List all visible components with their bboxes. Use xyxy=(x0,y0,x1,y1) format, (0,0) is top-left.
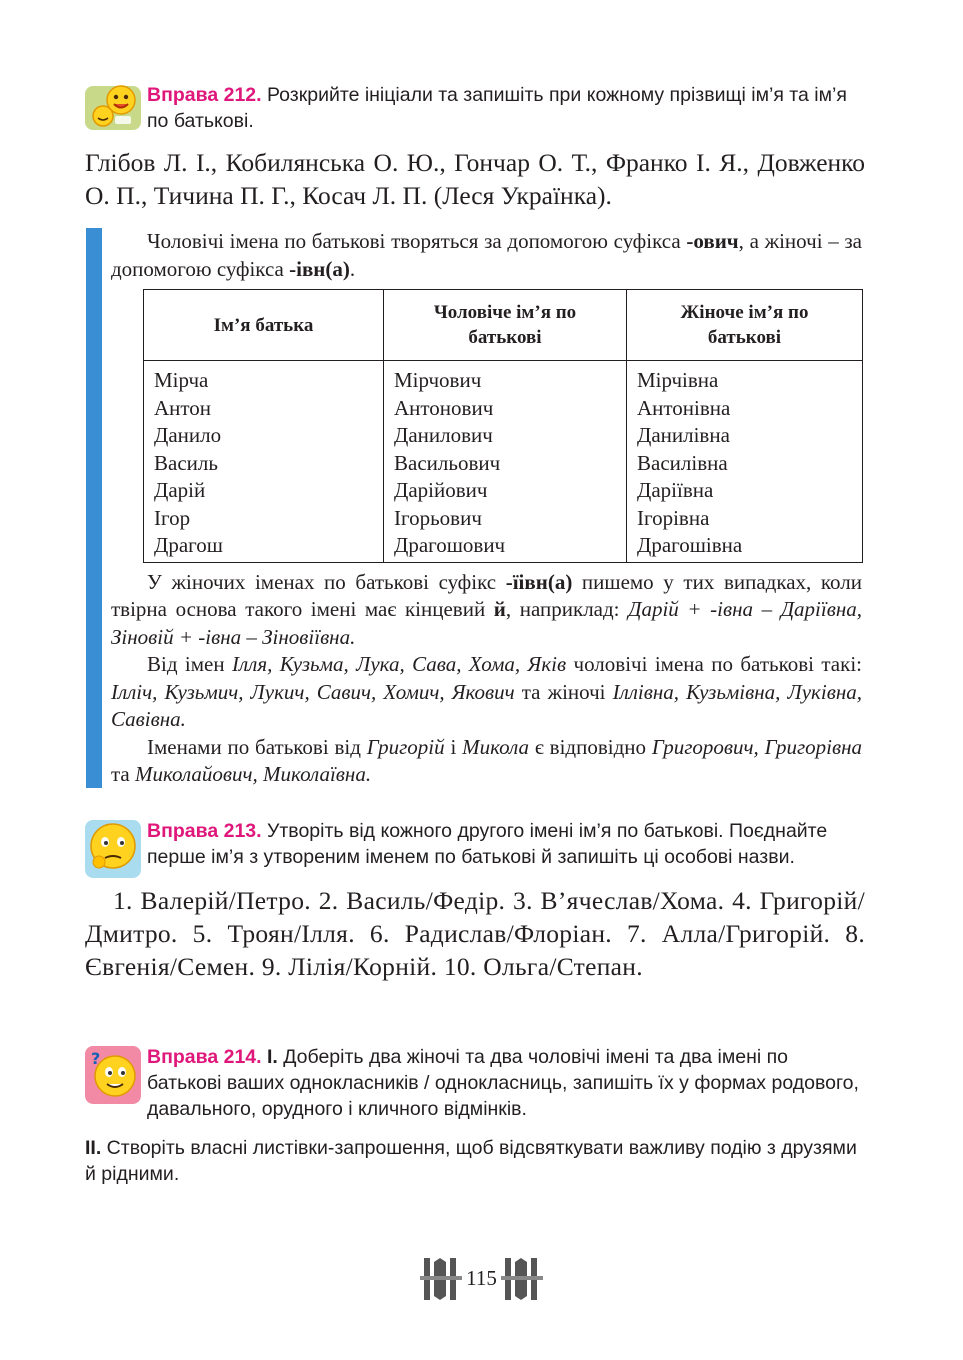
rule-text: У жіночих іменах по батькові суфікс xyxy=(147,569,506,594)
rule-male-forms: Ілліч, Кузьмич, Лукич, Савич, Хомич, Якович xyxy=(111,679,515,704)
rule-text: Чоловічі імена по батькові творяться за допомогою суфікса xyxy=(147,229,687,253)
exercise-213-content: 1. Валерій/Петро. 2. Василь/Федір. 3. В’ячеслав/Хома. 4. Григорій/Дмитро. 5. Троян/Ілля. 6. Радислав/Флоріан. 7. Алла/Григорій. 8. Євгенія/Семен. 9. Лілія/Корній. 10. Ольга/Степан. xyxy=(85,886,865,981)
column-father-names: Мірча Антон Данило Василь Дарій Ігор Драгош xyxy=(144,361,384,563)
rule-text: Іменами по батькові від xyxy=(147,734,367,759)
exercise-214-part2 xyxy=(85,1135,865,1187)
suffix-yivn: -їівн(а) xyxy=(505,569,573,594)
exercise-212-task xyxy=(147,82,865,134)
rule-content xyxy=(111,228,862,789)
rule-paragraph-1 xyxy=(111,228,862,283)
ornament-right-icon xyxy=(501,1256,543,1302)
rule-text: та xyxy=(111,762,136,786)
rule-female-forms: Іллівна, Кузьмівна, Луківна, Савівна. xyxy=(111,679,862,731)
rule-names: Ілля, Кузьма, Лука, Сава, Хома, Яків xyxy=(232,652,567,676)
table-header-row xyxy=(144,290,863,361)
rule-text: . xyxy=(349,256,356,281)
patronymic-table xyxy=(143,289,863,563)
table-row xyxy=(144,361,863,563)
exercise-213 xyxy=(85,818,865,983)
exercise-213-instruction: Утворіть від кожного другого імені ім’я по батькові. Поєднайте перше ім’я з утвореним іменем по батькові й запишіть ці особові назви. xyxy=(147,820,828,868)
question-face-icon xyxy=(85,1044,141,1104)
exercise-213-task xyxy=(147,818,865,870)
column-female-patronymics: Мірчівна Антонівна Данилівна Василівна Даріївна Ігорівна Драгошівна xyxy=(627,361,863,563)
rule-text: є відповідно xyxy=(529,734,652,759)
exercise-214-title: Вправа 214. xyxy=(147,1046,262,1068)
header-female-patronymic xyxy=(627,290,863,361)
rule-text: , наприклад: xyxy=(505,597,629,621)
exercise-212-content: Глібов Л. І., Кобилянська О. Ю., Гончар О. Т., Франко І. Я., Довженко О. П., Тичина П. Г., Косач Л. П. (Леся Українка). xyxy=(85,148,865,210)
rule-text: пишемо у тих випадках, коли твірна основа такого імені має кінцевий xyxy=(111,569,862,621)
rule-block xyxy=(86,228,862,788)
header-male-text: Чоловіче ім’я по батькові xyxy=(433,302,577,348)
rule-text: і xyxy=(444,734,463,759)
rule-forms: Миколайович, Миколаївна. xyxy=(135,762,372,786)
suffix-ovych: -ович xyxy=(686,229,739,253)
exercise-214-part1-label: І. xyxy=(261,1046,278,1068)
rule-text: чоловічі імена по батькові такі: xyxy=(566,652,862,676)
suffix-ivn: -івн(а) xyxy=(289,256,350,281)
column-male-patronymics: Мірчович Антонович Данилович Васильович Дарійович Ігорьович Драгошович xyxy=(384,361,627,563)
rule-paragraph-2 xyxy=(111,569,862,652)
header-female-text: Жіноче ім’я по батькові xyxy=(680,302,809,348)
rule-name: Григорій xyxy=(366,734,445,759)
thinking-face-icon xyxy=(85,818,141,878)
exercise-214-task xyxy=(147,1044,865,1122)
smiley-icon xyxy=(85,82,141,132)
header-male-patronymic xyxy=(384,290,627,361)
rule-sidebar xyxy=(86,228,102,788)
exercise-212-title: Вправа 212. xyxy=(147,84,262,106)
header-father-name: Ім’я батька xyxy=(144,290,384,361)
rule-example: Дарій + -івна – Даріївна, Зіновій + -івна – Зіновіївна. xyxy=(111,597,863,649)
exercise-214 xyxy=(85,1044,865,1122)
rule-paragraph-4 xyxy=(111,734,862,789)
exercise-212 xyxy=(85,82,865,212)
page-number: 115 xyxy=(466,1266,497,1290)
exercise-212-instruction: Розкрийте ініціали та запишіть при кожному прізвищі ім’я та ім’я по батькові. xyxy=(147,84,847,132)
exercise-213-title: Вправа 213. xyxy=(147,820,262,842)
rule-text: , а жіночі – за допомогою суфікса xyxy=(111,229,863,281)
rule-text: та жіночі xyxy=(514,679,613,704)
exercise-214-part2-text: Створіть власні листівки-запрошення, щоб відсвяткувати важливу подію з друзями й рідними. xyxy=(85,1137,857,1185)
svg-text:?: ? xyxy=(91,1049,101,1068)
rule-forms: Григорович, Григорівна xyxy=(651,734,863,759)
rule-text: Від імен xyxy=(147,652,233,676)
exercise-214-part2-label: ІІ. xyxy=(85,1137,102,1159)
exercise-214-part1: Доберіть два жіночі та два чоловічі імені та два імені по батькові ваших однокласників / однокласниць, запишіть їх у формах родового, давального, орудного і кличного відмінків. xyxy=(147,1046,859,1120)
rule-paragraph-3 xyxy=(111,651,862,734)
rule-name: Микола xyxy=(462,734,530,759)
letter-y: й xyxy=(493,597,506,621)
